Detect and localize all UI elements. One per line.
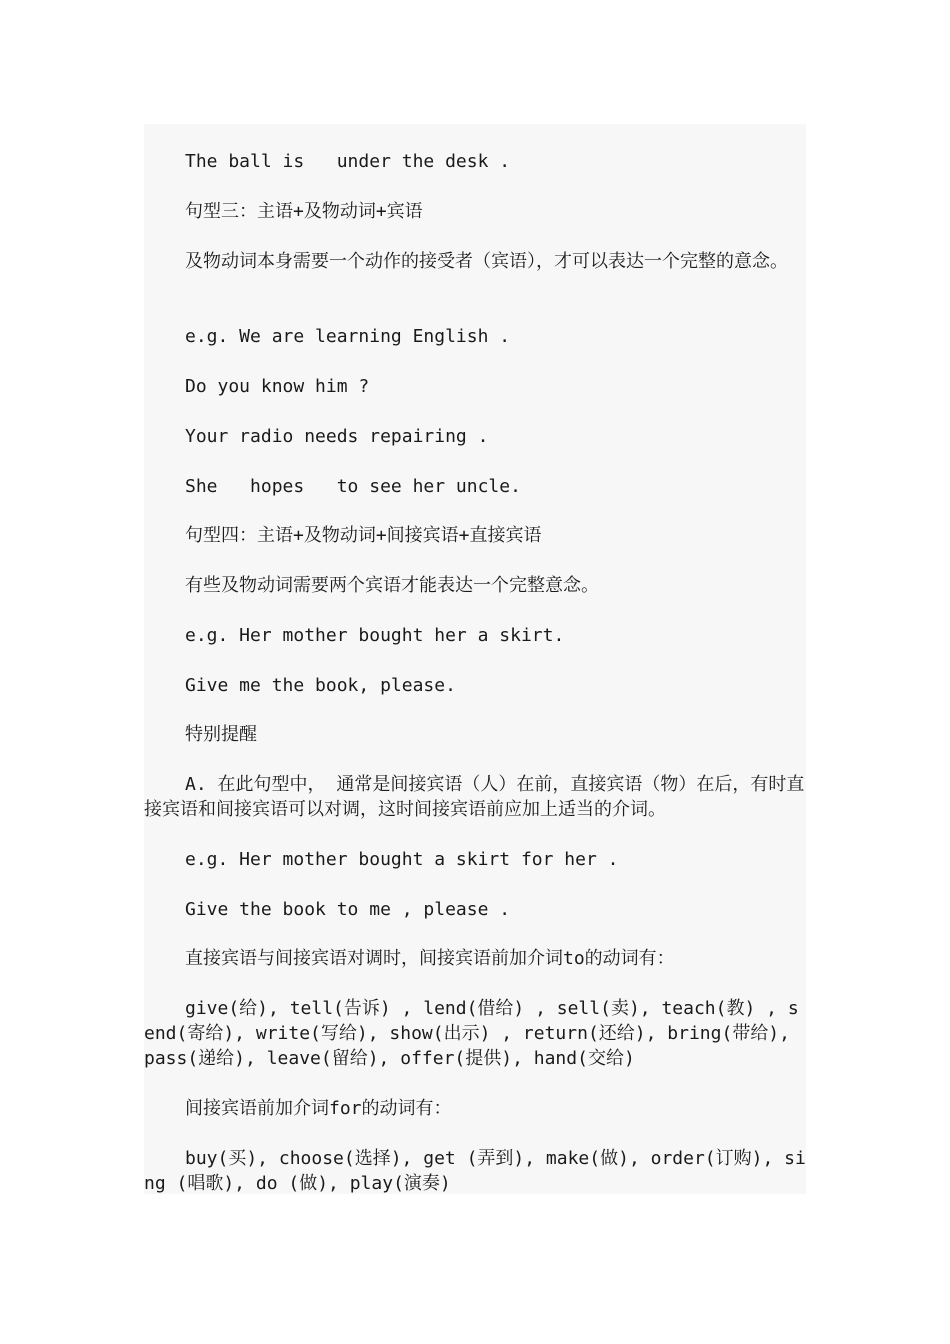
example-sentence: e.g. Her mother bought her a skirt.	[185, 625, 565, 646]
subheading: 特别提醒	[185, 724, 257, 745]
body-paragraph: 有些及物动词需要两个宾语才能表达一个完整意念。	[185, 575, 599, 596]
example-sentence: She hopes to see her uncle.	[185, 476, 521, 497]
example-sentence: Give me the book, please.	[185, 675, 456, 696]
example-sentence: Do you know him ?	[185, 376, 370, 397]
document-page	[144, 124, 806, 1194]
section-heading: 句型四：主语+及物动词+间接宾语+直接宾语	[185, 525, 542, 546]
section-heading: 句型三：主语+及物动词+宾语	[185, 201, 423, 222]
body-paragraph: 及物动词本身需要一个动作的接受者（宾语），才可以表达一个完整的意念。	[185, 251, 788, 272]
body-paragraph: A. 在此句型中， 通常是间接宾语（人）在前，直接宾语（物）在后，有时直接宾语和间接宾语可以对调，这时间接宾语前应加上适当的介词。	[144, 774, 805, 820]
example-sentence: e.g. Her mother bought a skirt for her .	[185, 849, 619, 870]
example-sentence: The ball is under the desk .	[185, 151, 511, 172]
body-paragraph: 直接宾语与间接宾语对调时，间接宾语前加介词to的动词有：	[185, 948, 675, 969]
body-paragraph: 间接宾语前加介词for的动词有：	[185, 1098, 452, 1119]
example-sentence: Give the book to me , please .	[185, 899, 511, 920]
example-sentence: e.g. We are learning English .	[185, 326, 511, 347]
example-sentence: Your radio needs repairing .	[185, 426, 489, 447]
verb-list-for: buy(买), choose(选择), get (弄到), make(做), order(订购), sing (唱歌), do (做), play(演奏)	[144, 1148, 806, 1194]
verb-list-to: give(给), tell(告诉) , lend(借给) , sell(卖), teach(教) , send(寄给), write(写给), show(出示) , return(还给), bring(带给), pass(递给), leave(留给), offer(提供), hand(交给)	[144, 998, 801, 1069]
